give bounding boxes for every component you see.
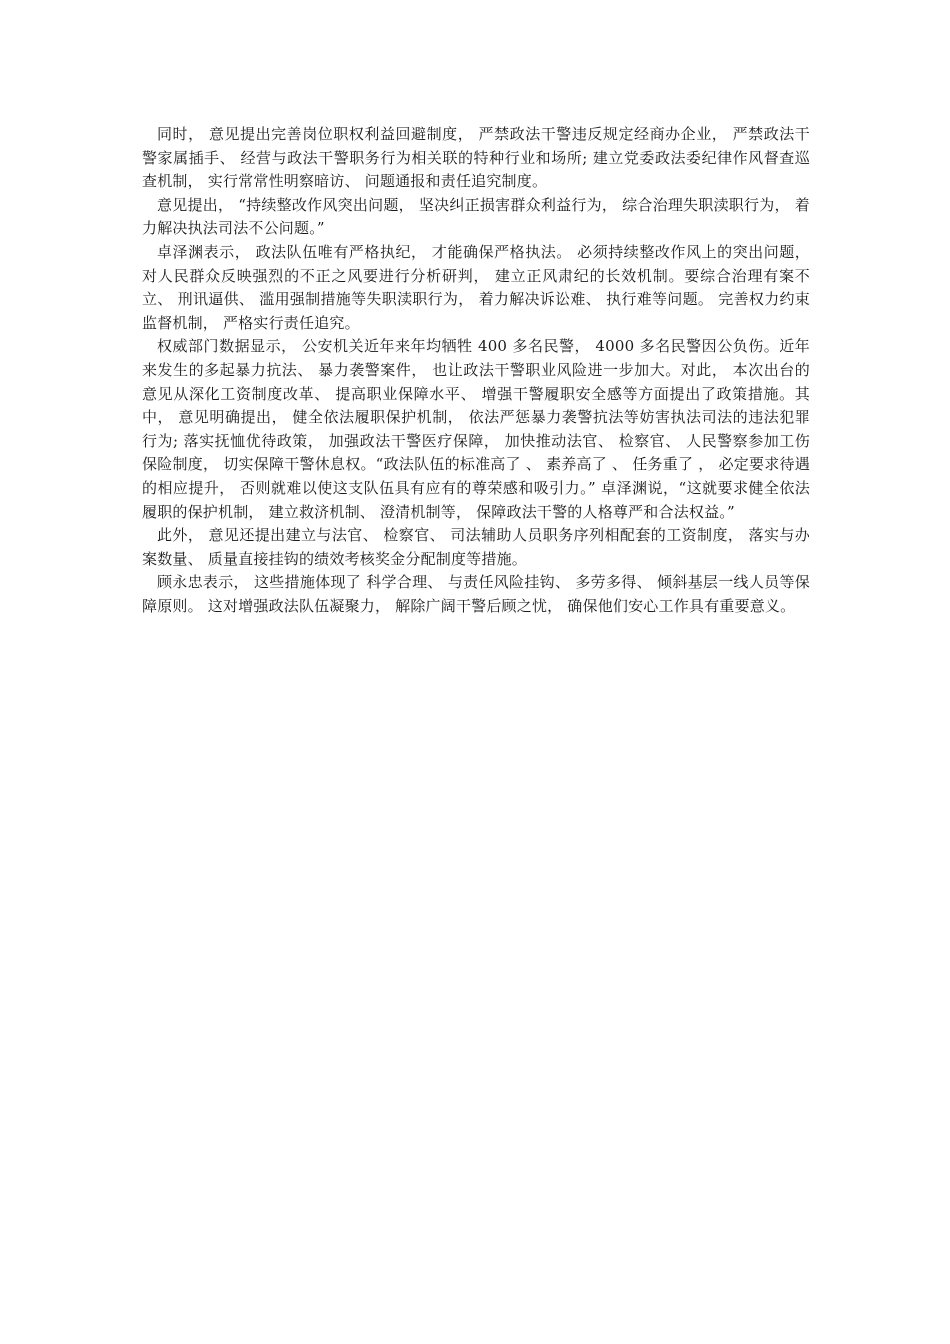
paragraph: 卓泽渊表示， 政法队伍唯有严格执纪， 才能确保严格执法。 必须持续整改作风上的突出问题， 对人民群众反映强烈的不正之风要进行分析研判， 建立正风肃纪的长效机制。要综合治理有案不立、 刑讯逼供、 滥用强制措施等失职渎职行为， 着力解决诉讼难、 执行难等问题。 完善权力约束监督机制， 严格实行责任追究。: [142, 242, 810, 332]
paragraph: 顾永忠表示， 这些措施体现了 科学合理、 与责任风险挂钩、 多劳多得、 倾斜基层一线人员等保障原则。 这对增强政法队伍凝聚力， 解除广阔干警后顾之忧， 确保他们安心工作具有重要意义。: [142, 573, 810, 615]
paragraph: 权威部门数据显示， 公安机关近年来年均牺牲 400 多名民警， 4000 多名民警因公负伤。近年来发生的多起暴力抗法、 暴力袭警案件， 也让政法干警职业风险进一步加大。对此， 本次出台的意见从深化工资制度改革、 提高职业保障水平、 增强干警履职安全感等方面提出了政策措施。其中， 意见明确提出， 健全依法履职保护机制， 依法严惩暴力袭警抗法等妨害执法司法的违法犯罪行为; 落实抚恤优待政策， 加强政法干警医疗保障， 加快推动法官、 检察官、 人民警察参加工伤保险制度， 切实保障干警休息权。“政法队伍的标准高了 、 素养高了 、 任务重了 ， 必定要求待遇的相应提升， 否则就难以使这支队伍具有应有的尊荣感和吸引力。” 卓泽渊说，“这就要求健全依法履职的保护机制， 建立救济机制、 澄清机制等， 保障政法干警的人格尊严和合法权益。”: [142, 337, 810, 521]
paragraph: 此外， 意见还提出建立与法官、 检察官、 司法辅助人员职务序列相配套的工资制度， 落实与办案数量、 质量直接挂钩的绩效考核奖金分配制度等措施。: [142, 526, 810, 568]
paragraph: 意见提出， “持续整改作风突出问题， 坚决纠正损害群众利益行为， 综合治理失职渎职行为， 着力解决执法司法不公问题。”: [142, 195, 810, 238]
document-body: [142, 123, 810, 618]
paragraph: 同时， 意见提出完善岗位职权利益回避制度， 严禁政法干警违反规定经商办企业， 严禁政法干警家属插手、 经营与政法干警职务行为相关联的特种行业和场所; 建立党委政法委纪律作风督查巡查机制， 实行常常性明察暗访、 问题通报和责任追究制度。: [142, 125, 810, 191]
